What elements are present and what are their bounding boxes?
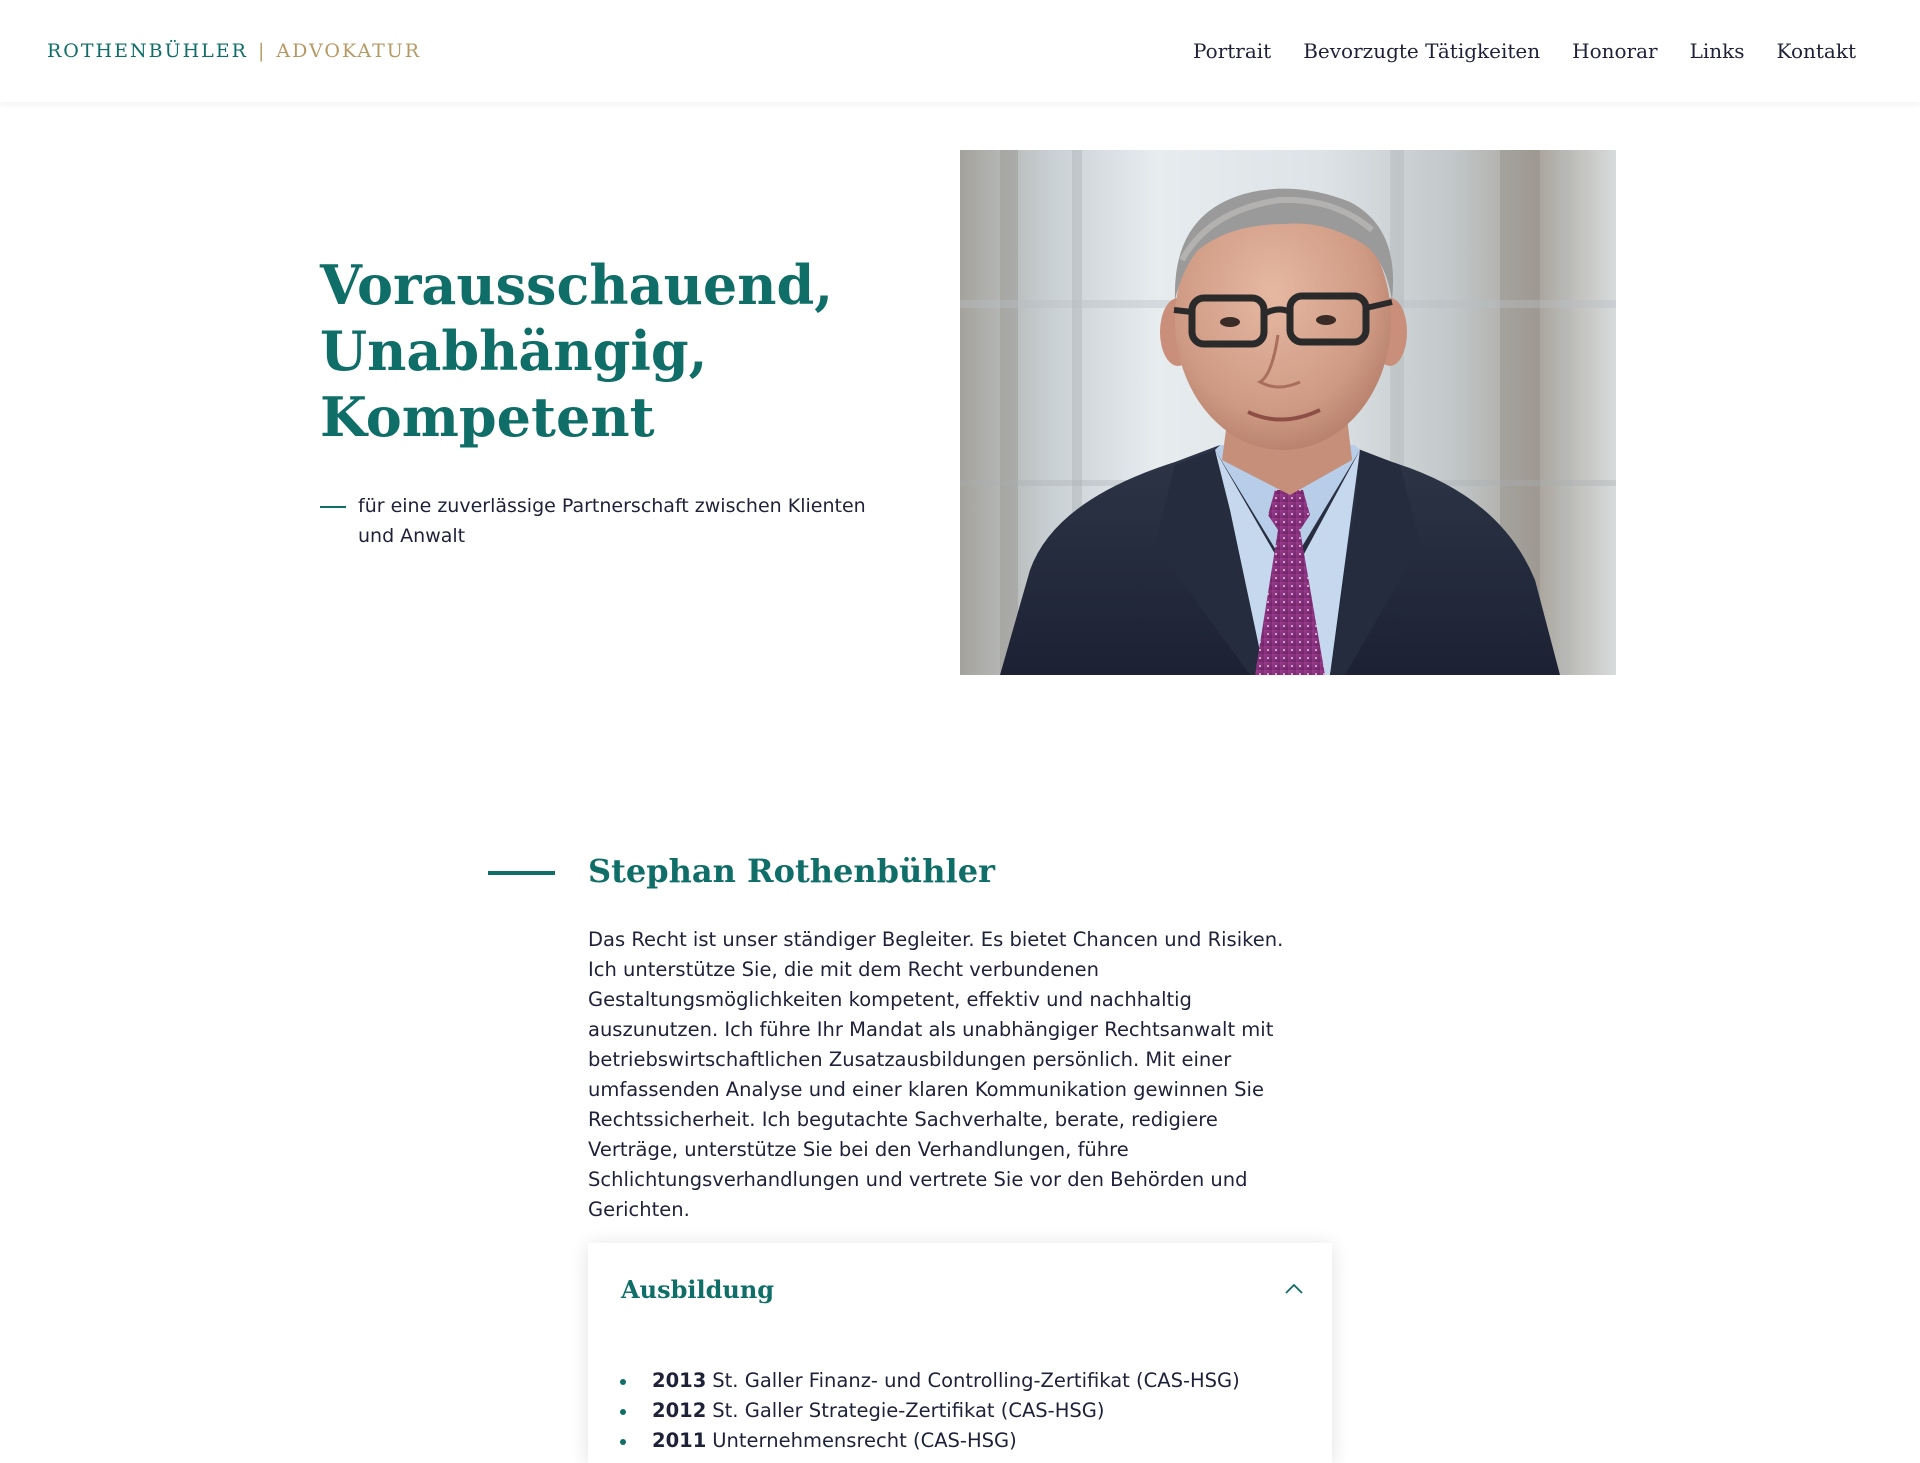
bio-name: Stephan Rothenbühler [588,852,995,890]
bullet-icon [620,1379,626,1385]
bullet-icon [620,1439,626,1445]
portrait-photo [960,150,1616,675]
list-item [588,1426,1240,1456]
nav-link-honorar[interactable]: Honorar [1572,39,1658,63]
nav-link-kontakt[interactable]: Kontakt [1776,39,1856,63]
education-year: 2011 [652,1429,707,1452]
education-accordion [588,1243,1332,1463]
hero-title: Vorausschauend, Unabhängig, Kompetent [320,253,834,449]
bio-text: Das Recht ist unser ständiger Begleiter. Es bietet Chancen und Risiken. Ich unterstütze Sie, die mit dem Recht verbundenen Gestaltungsmöglichkeiten kompetent, effektiv und nachhaltig auszunutzen. Ich führe Ihr Mandat als unabhängiger Rechtsanwalt mit betriebswirtschaftlichen Zusatzausbildungen persönlich. Mit einer umfassenden Analyse und einer klaren Kommunikation gewinnen Sie Rechtssicherheit. Ich begutachte Sachverhalte, berate, redigiere Verträge, unterstütze Sie bei den Verhandlungen, führe Schlichtungsverhandlungen und vertrete Sie vor den Behörden und Gerichten. [588,928,1284,1221]
education-year: 2012 [652,1399,707,1422]
education-text: St. Galler Finanz- und Controlling-Zertifikat (CAS-HSG) [712,1369,1240,1392]
list-item [588,1366,1240,1396]
education-text: Unternehmensrecht (CAS-HSG) [712,1429,1017,1452]
brand-logo[interactable] [47,38,421,64]
education-accordion-header[interactable] [588,1243,1332,1335]
nav-link-links[interactable]: Links [1689,39,1745,63]
brand-subtitle: ADVOKATUR [276,40,422,62]
bio-dash [488,871,555,875]
main-nav [1193,36,1856,66]
tagline-text: für eine zuverlässige Partnerschaft zwischen Klienten und Anwalt [358,495,866,547]
portrait-illustration [960,150,1616,675]
list-item [588,1396,1240,1426]
bullet-icon [620,1409,626,1415]
education-text: St. Galler Strategie-Zertifikat (CAS-HSG) [712,1399,1105,1422]
nav-link-bevorzugte-taetigkeiten[interactable]: Bevorzugte Tätigkeiten [1303,39,1541,63]
site-header [0,0,1920,102]
brand-separator: | [257,40,265,62]
brand-name: ROTHENBÜHLER [47,40,248,62]
nav-link-portrait[interactable]: Portrait [1193,39,1272,63]
chevron-up-icon [1284,1279,1304,1299]
hero-tagline [320,491,880,551]
tagline-dash [320,506,346,508]
education-year: 2013 [652,1369,707,1392]
education-title: Ausbildung [621,1275,775,1304]
education-list [588,1366,1240,1456]
